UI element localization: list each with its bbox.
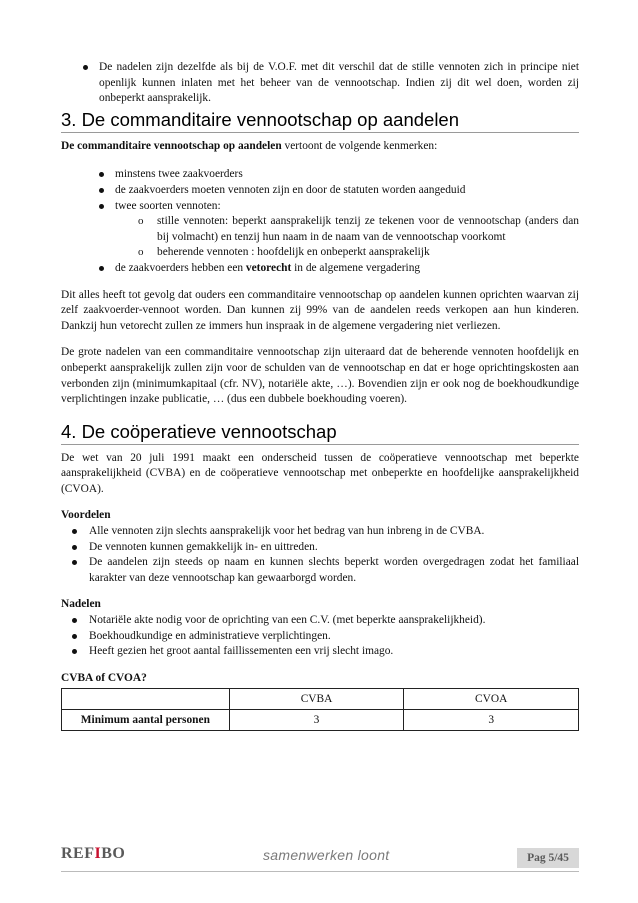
section-3-lead-bold: De commanditaire vennootschap op aandelen [61, 139, 282, 152]
table-header-cell [62, 689, 230, 710]
logo-text-pre: REF [61, 845, 95, 862]
page-content [61, 60, 579, 731]
table-row [62, 710, 579, 731]
kenmerk-item: minstens twee zaakvoerders [115, 167, 579, 183]
page-number: Pag 5/45 [517, 848, 579, 868]
nadelen-title [61, 597, 579, 613]
sub-item: o beherende vennoten : hoofdelijk en onbeperkt aansprakelijk [157, 245, 579, 261]
voordelen-list [61, 524, 579, 586]
logo-text-accent: I [94, 845, 102, 862]
intro-bullet: De nadelen zijn dezelfde als bij de V.O.F. met dit verschil dat de stille vennoten zich in principe niet openlijk kunnen inlaten met het beheer van de vennootschap. Indien zij dit wel doen, worden zij onbeperkt aansprakelijk. [99, 60, 579, 107]
kenmerken-list-end [61, 261, 579, 277]
footer-slogan: samenwerken loont [263, 847, 390, 863]
table-header-cell: CVBA [229, 689, 404, 710]
nadelen-list [61, 613, 579, 660]
voordelen-title-text: Voordelen [61, 509, 111, 522]
table-cell: 3 [404, 710, 579, 731]
section-3-lead [61, 139, 579, 155]
voordeel-item: De vennoten kunnen gemakkelijk in- en uittreden. [89, 540, 579, 556]
table-header-cell: CVOA [404, 689, 579, 710]
intro-bullet-list [61, 60, 579, 107]
voordelen-title [61, 508, 579, 524]
section-4-intro: De wet van 20 juli 1991 maakt een onderscheid tussen de coöperatieve vennootschap met beperkte aansprakelijkheid (CVBA) en de coöperatieve vennootschap met onbeperkte en hoofdelijke aansprakelijkheid (CVOA). [61, 451, 579, 495]
section-4-heading: 4. De coöperatieve vennootschap [61, 421, 579, 445]
vetorecht-pre: de zaakvoerders hebben een [115, 261, 246, 274]
table-header-row [62, 689, 579, 710]
section-3-heading: 3. De commanditaire vennootschap op aandelen [61, 109, 579, 133]
refibo-logo [61, 845, 125, 863]
kenmerk-item: de zaakvoerders moeten vennoten zijn en door de statuten worden aangeduid [115, 183, 579, 199]
vetorecht-bold: vetorecht [245, 261, 292, 274]
table-cell: Minimum aantal personen [62, 710, 230, 731]
vennoten-sublist [61, 214, 579, 261]
table-cell: 3 [229, 710, 404, 731]
kenmerken-list [61, 167, 579, 214]
section-3-paragraph-1: Dit alles heeft tot gevolg dat ouders een commanditaire vennootschap op aandelen kunnen oprichten waarvan zij zelf zaakvoerder-vennoot worden. Dan kunnen zij 99% van de aandelen reeds verkopen aan hun kinderen. Dankzij hun vetorecht zullen ze immers hun inspraak in de algemene vergadering niet verliezen. [61, 288, 579, 332]
page-footer [61, 843, 579, 872]
voordeel-item: De aandelen zijn steeds op naam en kunnen slechts beperkt worden overgedragen zodat het familiaal karakter van deze vennootschap kan gewaarborgd worden. [89, 555, 579, 586]
section-3-paragraph-2: De grote nadelen van een commanditaire vennootschap zijn uiteraard dat de beherende vennoten hoofdelijk en onbeperkt aansprakelijk zullen zijn voor de schulden van de vennootschap en dat er hoge oprichtingskosten aan verbonden zijn (minimumkapitaal (cfr. NV), notariële akte, …). Bovendien zijn er ook nog de boekhoudkundige verplichtingen inzake publicatie, … (dus een dubbele boekhouding voeren). [61, 346, 579, 406]
cvba-cvoa-table [61, 688, 579, 731]
nadeel-item: Heeft gezien het groot aantal faillissementen een vrij slecht imago. [89, 644, 579, 660]
nadeel-item: Notariële akte nodig voor de oprichting van een C.V. (met beperkte aansprakelijkheid). [89, 613, 579, 629]
sub-item: o stille vennoten: beperkt aansprakelijk tenzij ze tekenen voor de vennootschap (anders dan bij volmacht) en tenzij hun naam in de naam van de vennootschap voorkomt [157, 214, 579, 245]
kenmerk-item-vetorecht [115, 261, 579, 277]
nadelen-title-text: Nadelen [61, 598, 101, 611]
vetorecht-post: in de algemene vergadering [291, 261, 421, 274]
table-title [61, 671, 579, 687]
logo-text-post: BO [101, 845, 126, 862]
section-3-lead-rest: vertoont de volgende kenmerken: [281, 139, 438, 152]
nadeel-item: Boekhoudkundige en administratieve verplichtingen. [89, 629, 579, 645]
voordeel-item: Alle vennoten zijn slechts aansprakelijk voor het bedrag van hun inbreng in de CVBA. [89, 524, 579, 540]
kenmerk-item: twee soorten vennoten: [115, 199, 579, 215]
table-title-text: CVBA of CVOA? [61, 671, 147, 684]
